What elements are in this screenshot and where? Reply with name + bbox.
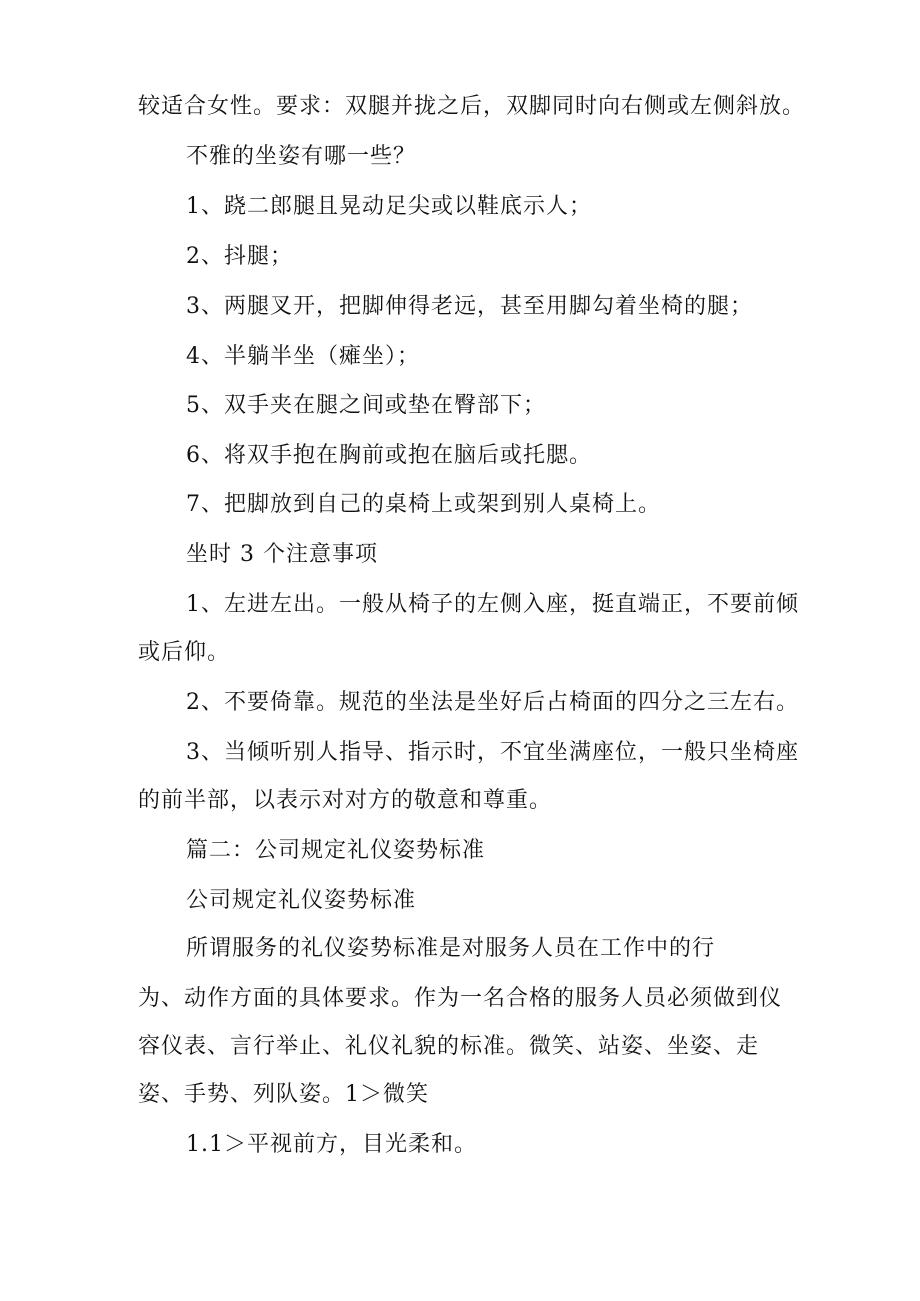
section-heading: 不雅的坐姿有哪一些？	[186, 144, 417, 169]
list-item-continuation: 或后仰。	[138, 640, 231, 665]
paragraph-line: 较适合女性。要求：双腿并拢之后，双脚同时向右侧或左侧斜放。	[138, 94, 806, 119]
list-item: 5、双手夹在腿之间或垫在臀部下；	[186, 393, 546, 418]
paragraph-line: 容仪表、言行举止、礼仪礼貌的标准。微笑、站姿、坐姿、走	[138, 1034, 760, 1059]
list-item: 2、抖腿；	[186, 244, 293, 269]
list-item-continuation: 的前半部，以表示对对方的敬意和尊重。	[138, 788, 553, 813]
list-item: 6、将双手抱在胸前或抱在脑后或托腮。	[186, 443, 592, 468]
paragraph-line: 所谓服务的礼仪姿势标准是对服务人员在工作中的行	[186, 936, 716, 961]
list-item: 2、不要倚靠。规范的坐法是坐好后占椅面的四分之三左右。	[186, 690, 799, 715]
list-item: 1、左进左出。一般从椅子的左侧入座，挺直端正，不要前倾	[186, 592, 799, 617]
list-item: 7、把脚放到自己的桌椅上或架到别人桌椅上。	[186, 492, 661, 517]
list-item: 4、半躺半坐（瘫坐）；	[186, 344, 420, 369]
document-title: 公司规定礼仪姿势标准	[186, 888, 417, 913]
list-item: 1.1＞平视前方，目光柔和。	[186, 1132, 477, 1157]
list-item: 3、两腿叉开，把脚伸得老远，甚至用脚勾着坐椅的腿；	[186, 294, 753, 319]
paragraph-line: 姿、手势、列队姿。1＞微笑	[138, 1082, 429, 1107]
section-heading: 坐时 3 个注意事项	[186, 542, 378, 567]
paragraph-line: 为、动作方面的具体要求。作为一名合格的服务人员必须做到仪	[138, 986, 783, 1011]
list-item: 1、跷二郎腿且晃动足尖或以鞋底示人；	[186, 194, 592, 219]
list-item: 3、当倾听别人指导、指示时，不宜坐满座位，一般只坐椅座	[186, 740, 799, 765]
chapter-heading: 篇二：公司规定礼仪姿势标准	[186, 838, 486, 863]
